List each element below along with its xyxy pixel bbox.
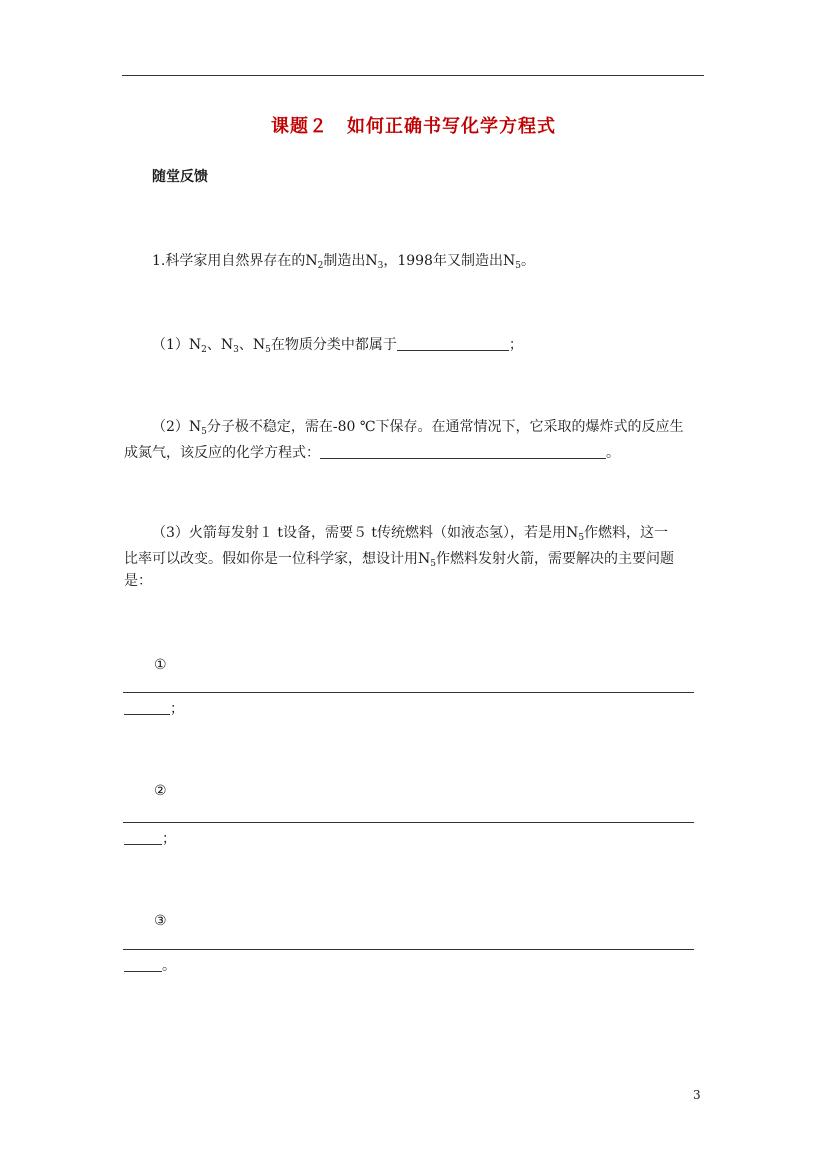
question-1-part-2-line-2: 成氮气，该反应的化学方程式： 。	[124, 445, 620, 461]
answer-line-1-tail: ；	[124, 696, 184, 722]
question-1-part-3-line-2: 比率可以改变。假如你是一位科学家，想设计用$N_5$作燃料发射火箭，需要解决的主要问题	[124, 551, 674, 569]
question-1: 1.科学家用自然界存在的$N_2$制造出$N_3$，1998年又制造出$N_5$。	[152, 253, 535, 271]
section-heading: 随堂反馈	[152, 169, 208, 185]
answer-blank-1-tail[interactable]	[124, 700, 170, 715]
header-rule	[122, 75, 704, 76]
question-1-part-2-line-1: $(2)N_5$分子极不稳定，需在-80 ℃下保存。在通常情况下，它采取的爆炸式的反应生	[152, 419, 684, 437]
answer-line-3-tail: 。	[124, 953, 176, 979]
answer-blank-1-1[interactable]	[397, 336, 509, 351]
answer-line-3[interactable]	[123, 949, 694, 950]
page-number: 3	[693, 1088, 701, 1102]
answer-marker-1: ①	[154, 657, 167, 673]
answer-blank-2-tail[interactable]	[124, 830, 162, 845]
answer-line-2[interactable]	[123, 822, 694, 823]
question-1-part-1: $(1)N_2$、$N_3$、$N_5$在物质分类中都属于 ；	[152, 337, 523, 355]
answer-marker-3: ③	[154, 913, 167, 929]
answer-line-2-tail: ；	[124, 826, 176, 852]
question-1-part-3-line-1: （3）火箭每发射１ t设备，需要５ t传统燃料（如液态氢），若是用$N_5$作燃料，这一	[152, 525, 669, 543]
answer-line-1[interactable]	[123, 692, 694, 693]
question-1-part-3-line-3: 是：	[124, 573, 152, 589]
answer-marker-2: ②	[154, 783, 167, 799]
page-title: 课题２ 如何正确书写化学方程式	[271, 116, 556, 137]
answer-blank-1-2[interactable]	[320, 444, 606, 459]
answer-blank-3-tail[interactable]	[124, 957, 162, 972]
